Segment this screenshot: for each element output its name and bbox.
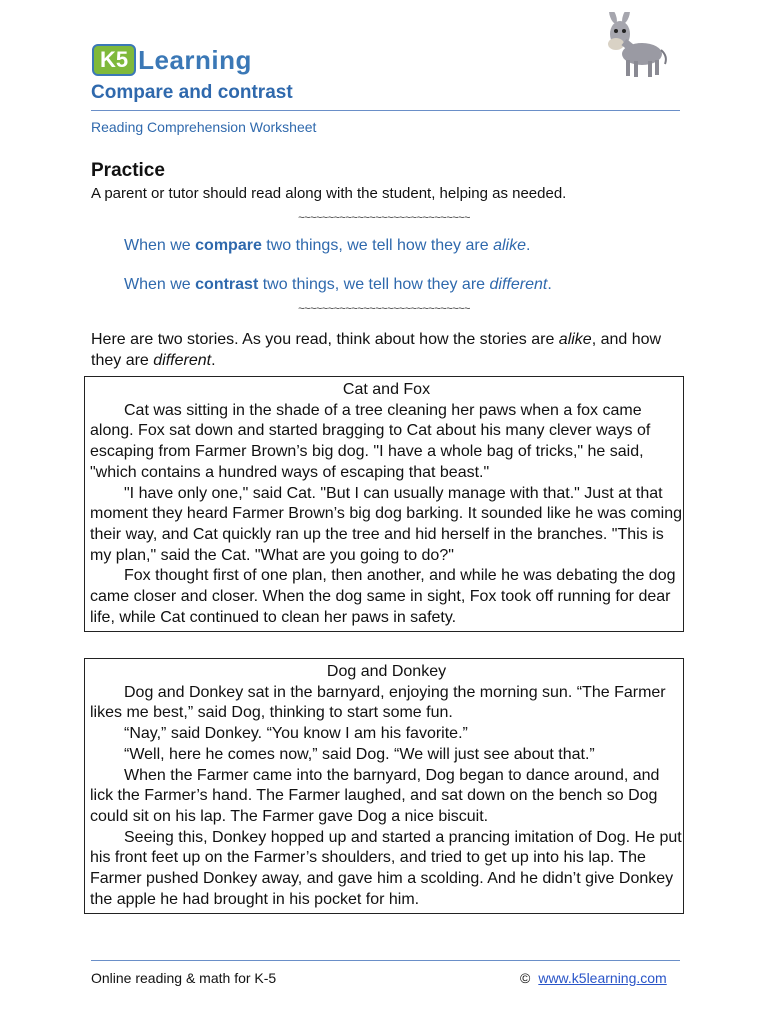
website-link[interactable]: www.k5learning.com <box>538 970 667 986</box>
story-box-cat-and-fox <box>84 376 684 632</box>
definition-text: two things, we tell how they are <box>261 237 494 254</box>
compare-definition <box>124 237 530 255</box>
definition-text: When we <box>124 237 196 254</box>
definition-emphasis: alike <box>493 237 526 254</box>
section-heading: Practice <box>91 160 165 181</box>
lead-emphasis: alike <box>558 331 592 348</box>
story-paragraph: "I have only one," said Cat. "But I can usually manage with that." Just at that moment they heard Farmer Brown’s big dog barking. It sounded like he was coming their way, and Cat quickly ran up the tree and hid herself in the branches. "This is my plan," said the Cat. "What are you going to do?" <box>90 484 683 564</box>
lead-text: , and how they are <box>91 331 662 369</box>
footer-tagline: Online reading & math for K-5 <box>91 970 277 986</box>
contrast-definition <box>124 276 552 294</box>
story-paragraph: Seeing this, Donkey hopped up and started a prancing imitation of Dog. He put his front feet up on the Farmer’s shoulders, and tried to get up into his lap. The Farmer pushed Donkey away, and gave him a scolding. And he didn’t give Donkey the apple he had brought in his pocket for him. <box>90 828 682 908</box>
instructions-text: A parent or tutor should read along with the student, helping as needed. <box>91 185 567 202</box>
story-paragraph: Dog and Donkey sat in the barnyard, enjoying the morning sun. “The Farmer likes me best,” said Dog, thinking to start some fun. <box>90 683 666 722</box>
tilde-divider: ~~~~~~~~~~~~~~~~~~~~~~~~~~~~~ <box>298 303 470 315</box>
definition-text: When we <box>124 276 196 293</box>
story-paragraph: Cat was sitting in the shade of a tree cleaning her paws when a fox came along. Fox sat down and started bragging to Cat about his many clever ways of escaping from Farmer Brown’s big dog. "I have a whole bag of tricks," he said, "which contains a hundred ways of escaping that beast." <box>90 401 651 481</box>
copyright-symbol: © <box>520 970 531 986</box>
page-title: Compare and contrast <box>91 82 293 103</box>
definition-text: . <box>547 276 552 293</box>
definition-text: two things, we tell how they are <box>258 276 490 293</box>
k5-learning-logo <box>92 40 252 80</box>
story-title: Dog and Donkey <box>326 663 447 680</box>
story-paragraph: “Well, here he comes now,” said Dog. “We will just see about that.” <box>124 745 595 763</box>
definition-keyword: contrast <box>195 276 259 293</box>
header-divider <box>91 110 680 111</box>
story-box-dog-and-donkey <box>84 658 684 914</box>
footer-copyright <box>520 970 667 986</box>
definition-text: . <box>525 237 531 254</box>
story-paragraph: Fox thought first of one plan, then another, and while he was debating the dog came closer and closer. When the dog same in sight, Fox took off running for dear life, while Cat continued to clean her paws in safety. <box>90 567 676 626</box>
story-paragraph: When the Farmer came into the barnyard, Dog began to dance around, and lick the Farmer’s hand. The Farmer laughed, and sat down on the bench so Dog could sit on his lap. The Farmer gave Dog a nice biscuit. <box>90 766 660 825</box>
definition-keyword: compare <box>195 237 262 254</box>
lead-paragraph <box>91 329 691 371</box>
story-title: Cat and Fox <box>342 381 431 398</box>
logo-k5-badge: K5 <box>92 44 136 76</box>
logo-wordmark: Learning <box>138 44 252 75</box>
lead-text: . <box>211 352 216 369</box>
definition-emphasis: different <box>489 276 548 293</box>
footer-divider <box>91 960 680 961</box>
story-paragraph: “Nay,” said Donkey. “You know I am his favorite.” <box>124 725 468 743</box>
lead-emphasis: different <box>153 352 212 369</box>
tilde-divider: ~~~~~~~~~~~~~~~~~~~~~~~~~~~~~ <box>298 212 470 224</box>
donkey-icon <box>604 12 670 80</box>
lead-text: Here are two stories. As you read, think about how the stories are <box>91 331 559 348</box>
worksheet-subtitle: Reading Comprehension Worksheet <box>91 119 317 135</box>
